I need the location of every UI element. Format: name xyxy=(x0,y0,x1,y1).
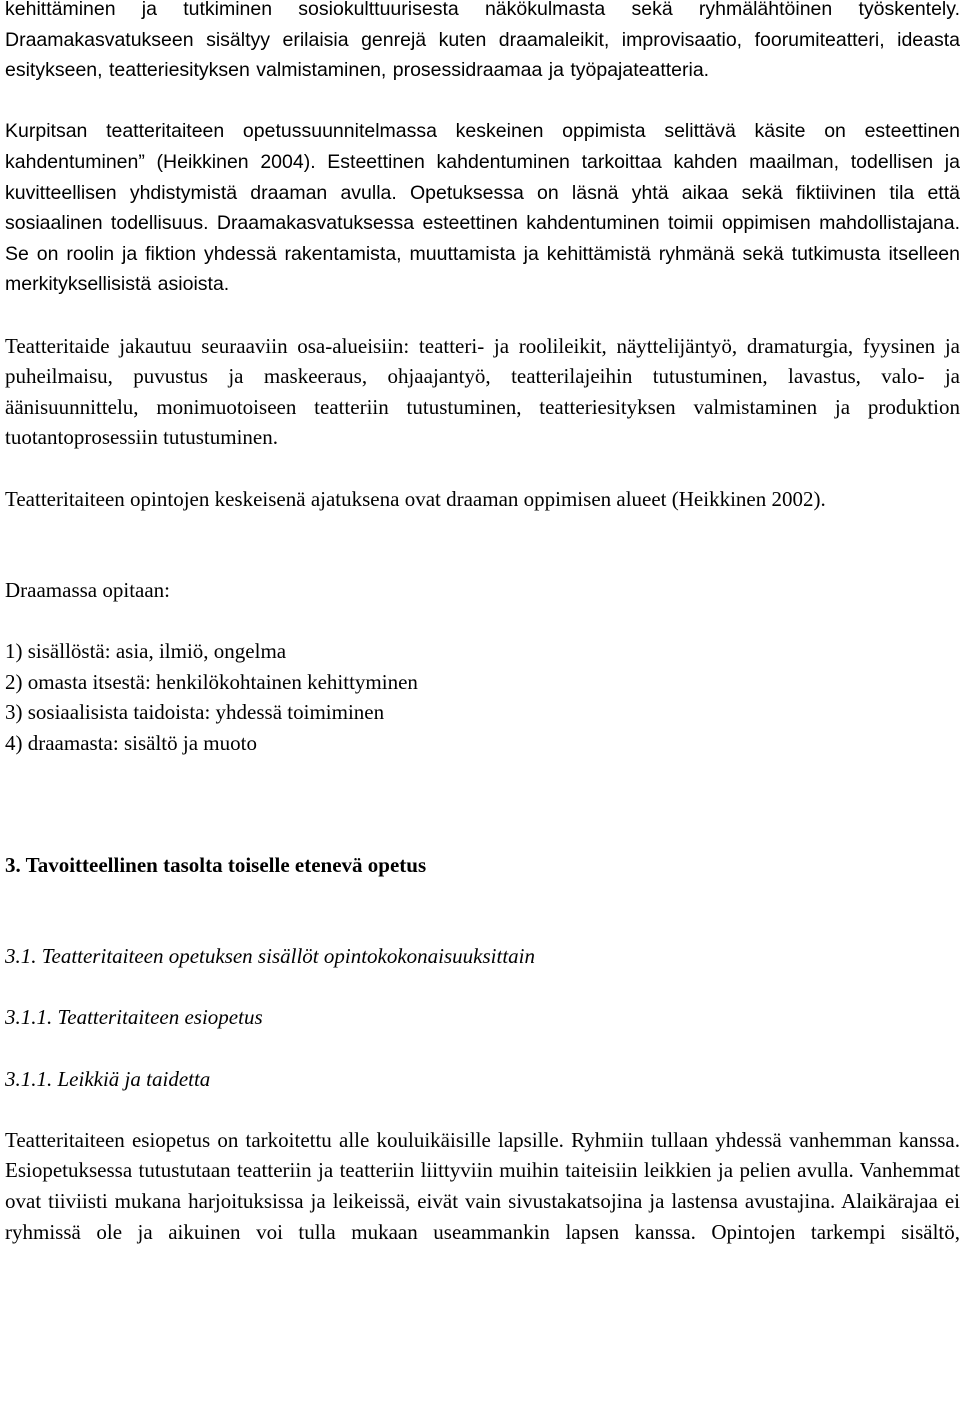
document-page xyxy=(5,0,960,1247)
section-heading-3-1-1-esiopetus: 3.1.1. Teatteritaiteen esiopetus xyxy=(5,1005,263,1030)
paragraph-draamakasvatus-genres: kehittäminen ja tutkiminen sosiokulttuurisesta näkökulmasta sekä ryhmälähtöinen työskentely. Draamakasvatukseen sisältyy erilaisia genrejä kuten draamaleikit, improvisaatio, foorumiteatteri, ideasta esitykseen, teatteriesityksen valmistaminen, prosessidraamaa ja työpajateatteria. xyxy=(5,0,960,82)
paragraph-esiopetus: Teatteritaiteen esiopetus on tarkoitettu alle kouluikäisille lapsille. Ryhmiin tullaan yhdessä vanhemman kanssa. Esiopetuksessa tutustutaan teatteriin ja teatteriin liittyviin muihin taiteisiin leikkien ja pelien avulla. Vanhemmat ovat tiiviisti mukana harjoituksissa ja leikeissä, eivät vain sivustakatsojina ja lastensa avustajina. Alaikärajaa ei ryhmissä ole ja aikuinen voi tulla mukaan useammankin lapsen kanssa. Opintojen tarkempi sisältö, xyxy=(5,1127,960,1244)
paragraph-draamassa-opitaan: Draamassa opitaan: xyxy=(5,578,171,603)
list-item: 2) omasta itsestä: henkilökohtainen kehittyminen xyxy=(5,669,418,694)
paragraph-opintojen-ajatus: Teatteritaiteen opintojen keskeisenä ajatuksena ovat draaman oppimisen alueet (Heikkinen 2002). xyxy=(5,486,826,511)
list-item: 4) draamasta: sisältö ja muoto xyxy=(5,731,257,756)
list-item: 3) sosiaalisista taidoista: yhdessä toimiminen xyxy=(5,700,385,725)
section-heading-3: 3. Tavoitteellinen tasolta toiselle etenevä opetus xyxy=(5,852,427,877)
learning-areas-list xyxy=(5,636,960,758)
section-heading-3-1: 3.1. Teatteritaiteen opetuksen sisällöt opintokokonaisuuksittain xyxy=(5,944,536,969)
paragraph-teatteritaide-osa-alueet: Teatteritaide jakautuu seuraaviin osa-alueisiin: teatteri- ja roolileikit, näyttelijäntyö, dramaturgia, fyysinen ja puheilmaisu, puvustus ja maskeeraus, ohjaajantyö, teatterilajeihin tutustuminen, lavastus, valo- ja äänisuunnittelu, monimuotoiseen teatteriin tutustuminen, teatteriesityksen valmistaminen ja produktion tuotantoprosessiin tutustuminen. xyxy=(5,333,960,450)
section-heading-3-1-1-leikkia: 3.1.1. Leikkiä ja taidetta xyxy=(5,1066,211,1091)
paragraph-esteettinen-kahdentuminen: Kurpitsan teatteritaiteen opetussuunnitelmassa keskeinen oppimista selittävä käsite on esteettinen kahdentuminen” (Heikkinen 2004). Esteettinen kahdentuminen tarkoittaa kahden maailman, todellisen ja kuvitteellisen yhdistymistä draaman avulla. Opetuksessa on läsnä yhtä aikaa sekä fiktiivinen tila että sosiaalinen todellisuus. Draamakasvatuksessa esteettinen kahdentuminen toimii oppimisen mahdollistajana. Se on roolin ja fiktion yhdessä rakentamista, muuttamista ja kehittämistä ryhmänä sekä tutkimusta itselleen merkityksellisistä asioista. xyxy=(5,120,960,296)
list-item: 1) sisällöstä: asia, ilmiö, ongelma xyxy=(5,639,287,664)
